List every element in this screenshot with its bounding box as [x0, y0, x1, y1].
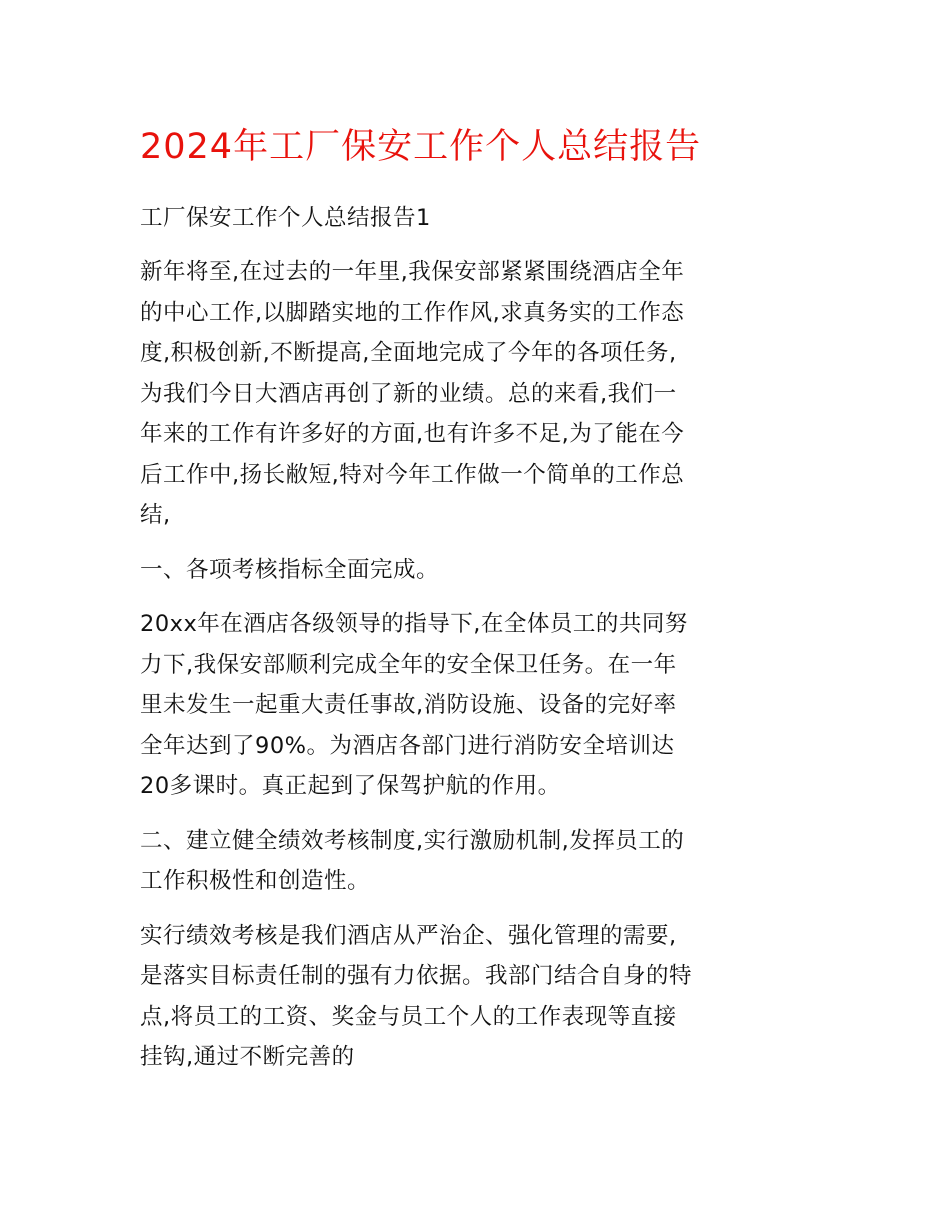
text-line: 的中心工作,以脚踏实地的工作作风,求真务实的工作态	[140, 299, 685, 326]
section-heading-1	[140, 550, 810, 591]
text-line: 里未发生一起重大责任事故,消防设施、设备的完好率	[140, 692, 677, 718]
document-page	[140, 122, 810, 1092]
document-title: 2024年工厂保安工作个人总结报告	[140, 127, 702, 167]
text-line: 全年达到了90%。为酒店各部门进行消防安全培训达	[140, 732, 675, 759]
paragraph-intro	[140, 252, 810, 536]
text-line: 后工作中,扬长敝短,特对今年工作做一个简单的工作总	[140, 461, 685, 488]
text-line: 为我们今日大酒店再创了新的业绩。总的来看,我们一	[140, 380, 677, 407]
document-subtitle: 工厂保安工作个人总结报告1	[140, 205, 431, 231]
text-line: 点,将员工的工资、奖金与员工个人的工作表现等直接	[140, 1003, 677, 1030]
paragraph-section-1	[140, 604, 810, 807]
text-line: 是落实目标责任制的强有力依据。我部门结合自身的特	[140, 963, 693, 989]
text-line: 工作积极性和创造性。	[140, 868, 371, 894]
text-line: 实行绩效考核是我们酒店从严治企、强化管理的需要,	[140, 922, 677, 949]
text-line: 20xx年在酒店各级领导的指导下,在全体员工的共同努	[140, 611, 688, 637]
paragraph-section-2	[140, 916, 810, 1078]
text-line: 二、建立健全绩效考核制度,实行激励机制,发挥员工的	[140, 827, 685, 854]
text-line: 力下,我保安部顺利完成全年的安全保卫任务。在一年	[140, 651, 677, 678]
text-line: 挂钩,通过不断完善的	[140, 1044, 355, 1070]
text-line: 新年将至,在过去的一年里,我保安部紧紧围绕酒店全年	[140, 259, 685, 285]
text-line: 结,	[140, 502, 171, 528]
text-line: 年来的工作有许多好的方面,也有许多不足,为了能在今	[140, 421, 685, 447]
text-line: 一、各项考核指标全面完成。	[140, 556, 440, 583]
text-line: 度,积极创新,不断提高,全面地完成了今年的各项任务,	[140, 340, 677, 366]
text-line: 20多课时。真正起到了保驾护航的作用。	[140, 773, 561, 799]
section-heading-2	[140, 821, 810, 902]
